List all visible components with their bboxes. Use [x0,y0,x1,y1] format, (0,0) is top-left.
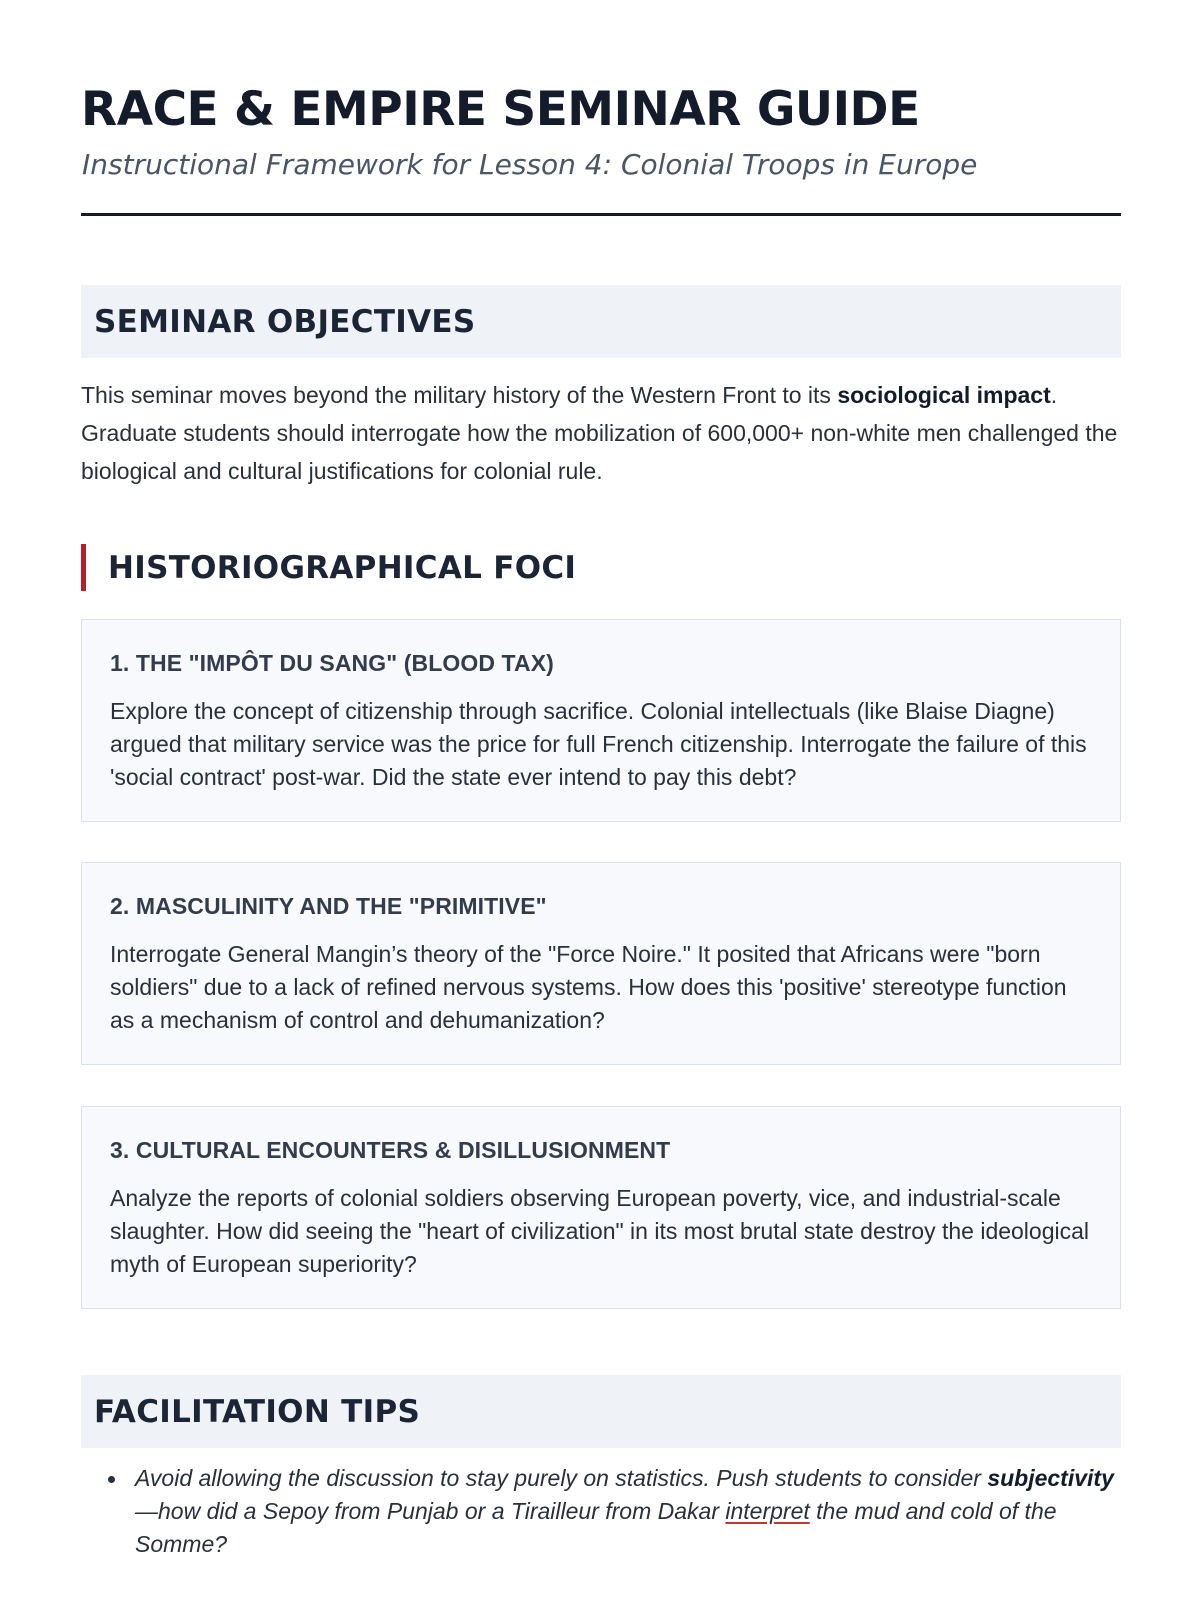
page-subtitle: Instructional Framework for Lesson 4: Colonial Troops in Europe [82,148,978,181]
foci-heading-block [81,544,576,591]
tip-text: the mud and cold of the Somme? [135,1498,1057,1557]
tip-text: —how did a Sepoy from Punjab or a Tirailleur from Dakar [135,1498,726,1524]
facilitation-heading: FACILITATION TIPS [94,1393,421,1430]
facilitation-heading-band [81,1375,1121,1448]
objectives-paragraph [81,376,1121,490]
objectives-emphasis: sociological impact [837,382,1051,408]
objectives-text-start: This seminar moves beyond the military history of the Western Front to its [81,382,838,408]
tip-underlined: interpret [725,1498,810,1524]
foci-heading: HISTORIOGRAPHICAL FOCI [108,549,577,586]
facilitation-tips-list [81,1462,1121,1573]
objectives-text-end: . Graduate students should interrogate how the mobilization of 600,000+ non-white men challenged the biological and cultural justifications for colonial rule. [81,382,1118,484]
page-title: RACE & EMPIRE SEMINAR GUIDE [81,82,920,137]
focus-card-masculinity [81,862,1121,1065]
tip-text: Avoid allowing the discussion to stay purely on statistics. Push students to consider [135,1465,988,1491]
objectives-heading-band [81,285,1121,358]
title-divider [81,213,1121,216]
focus-card-body: Analyze the reports of colonial soldiers observing European poverty, vice, and industrial-scale slaughter. How did seeing the "heart of civilization" in its most brutal state destroy the ideological myth of European superiority? [110,1185,1090,1277]
focus-card-cultural-encounters [81,1106,1121,1309]
tip-emphasis: subjectivity [987,1465,1114,1491]
focus-card-title: 1. THE "IMPÔT DU SANG" (BLOOD TAX) [110,650,554,676]
focus-card-blood-tax [81,619,1121,822]
objectives-heading: SEMINAR OBJECTIVES [94,303,476,340]
focus-card-title: 2. MASCULINITY AND THE "PRIMITIVE" [110,893,547,919]
focus-card-body: Explore the concept of citizenship through sacrifice. Colonial intellectuals (like Blaise Diagne) argued that military service was the price for full French citizenship. Interrogate the failure of this 'social contract' post-war. Did the state ever intend to pay this debt? [110,698,1087,790]
list-item [81,1462,1121,1561]
focus-card-title: 3. CULTURAL ENCOUNTERS & DISILLUSIONMENT [110,1137,671,1163]
focus-card-body: Interrogate General Mangin’s theory of the "Force Noire." It posited that Africans were "born soldiers" due to a lack of refined nervous systems. How does this 'positive' stereotype function as a mechanism of control and dehumanization? [110,941,1067,1033]
